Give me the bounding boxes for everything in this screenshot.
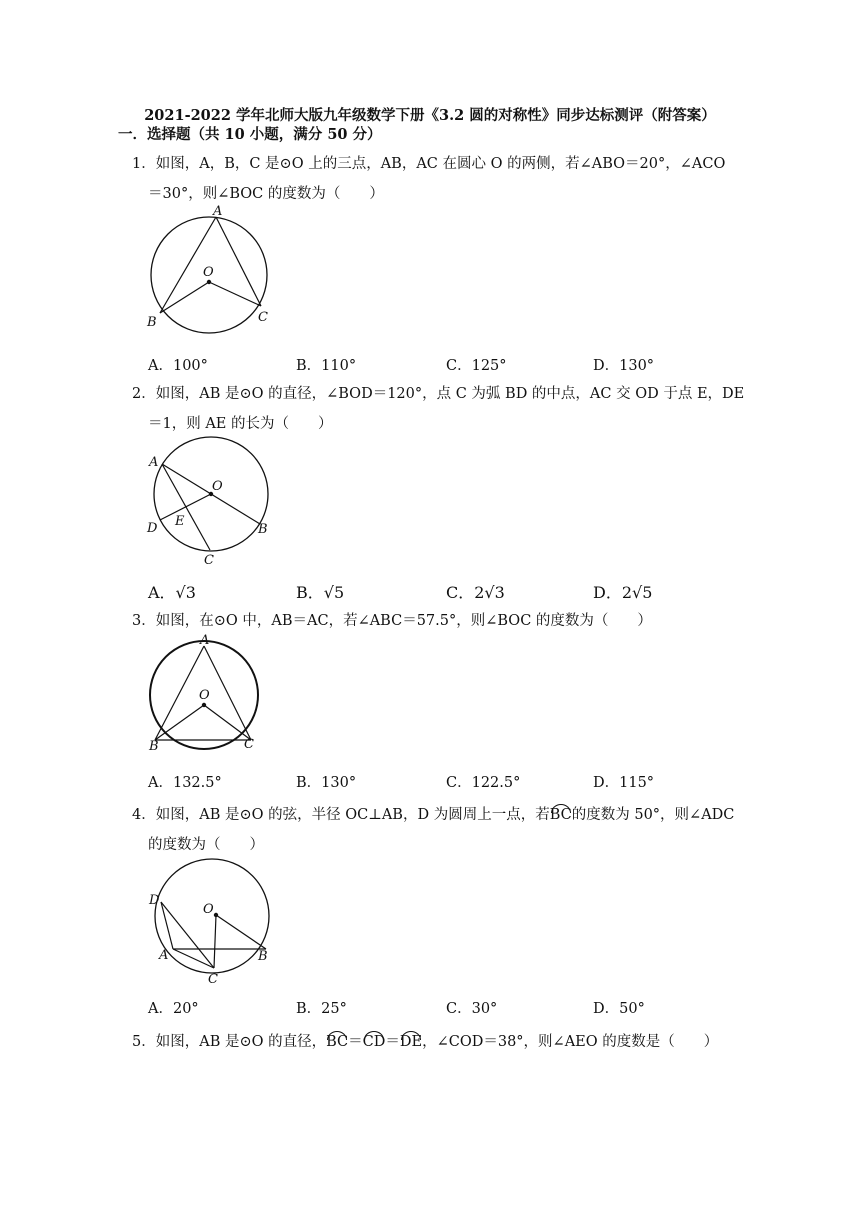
q4-figure	[140, 856, 280, 986]
q4-center-point	[214, 913, 218, 917]
q3-label-b: B	[149, 739, 159, 754]
q5-eq1: ＝	[348, 1034, 363, 1050]
q4-option-d[interactable]: D．50°	[593, 1001, 645, 1017]
q5-text-part2: ，∠COD＝38°，则∠AEO 的度数是（ ）	[422, 1034, 719, 1050]
q2-label-c: C	[204, 553, 214, 568]
q2-label-d: D	[147, 521, 158, 536]
q5-arc-cd: CD	[362, 1034, 386, 1050]
q1-label-b: B	[147, 315, 157, 330]
q4-option-c[interactable]: C．30°	[446, 1001, 498, 1017]
q5-eq2: ＝	[385, 1034, 400, 1050]
q3-option-b[interactable]: B．130°	[296, 775, 357, 791]
q2-option-c[interactable]: C．2√3	[446, 583, 505, 602]
q1-label-a: A	[213, 204, 223, 219]
q1-option-a[interactable]: A．100°	[148, 358, 208, 374]
q4-text-part2: 的度数为 50°，则∠ADC	[571, 807, 735, 823]
q5-text-part1: 5．如图，AB 是⊙O 的直径，	[132, 1034, 327, 1050]
q3-label-o: O	[199, 688, 210, 703]
q2-figure	[140, 436, 285, 566]
q2-label-a: A	[149, 455, 159, 470]
q3-text-line1: 3．如图，在⊙O 中，AB＝AC，若∠ABC＝57.5°，则∠BOC 的度数为（ ）	[132, 613, 652, 629]
q5-arc-bc: BC	[326, 1034, 349, 1050]
q1-option-b[interactable]: B．110°	[296, 358, 357, 374]
q3-figure	[140, 632, 275, 754]
q1-center-point	[207, 280, 211, 284]
q1-label-c: C	[258, 310, 268, 325]
q4-label-c: C	[208, 972, 218, 987]
q2-option-b[interactable]: B．√5	[296, 583, 345, 602]
q4-text-line2: 的度数为（ ）	[148, 837, 264, 853]
q3-label-c: C	[244, 737, 254, 752]
q5-text-line1	[132, 1030, 718, 1051]
q4-option-a[interactable]: A．20°	[148, 1001, 199, 1017]
q3-option-a[interactable]: A．132.5°	[148, 775, 222, 791]
q1-option-d[interactable]: D．130°	[593, 358, 655, 374]
q1-figure	[140, 205, 280, 335]
q4-label-a: A	[159, 948, 169, 963]
q2-label-e: E	[175, 514, 185, 529]
q4-option-b[interactable]: B．25°	[296, 1001, 347, 1017]
q3-option-d[interactable]: D．115°	[593, 775, 655, 791]
q2-text-line1: 2．如图，AB 是⊙O 的直径，∠BOD＝120°，点 C 为弧 BD 的中点，AC 交 OD 于点 E，DE	[132, 386, 745, 402]
q1-option-c[interactable]: C．125°	[446, 358, 507, 374]
q2-text-line2: ＝1，则 AE 的长为（ ）	[148, 416, 333, 432]
q4-label-b: B	[258, 949, 268, 964]
q4-text-line1	[132, 803, 734, 824]
q3-center-point	[202, 703, 206, 707]
q4-label-o: O	[203, 902, 214, 917]
q2-option-d[interactable]: D．2√5	[593, 583, 653, 602]
q3-label-a: A	[200, 633, 210, 648]
document-title: 2021-2022 学年北师大版九年级数学下册《3.2 圆的对称性》同步达标测评（附答案）	[144, 107, 716, 124]
q1-text-line1: 1．如图，A，B，C 是⊙O 上的三点，AB，AC 在圆心 O 的两侧，若∠ABO＝20°，∠ACO	[132, 156, 726, 172]
q4-text-part1: 4．如图，AB 是⊙O 的弦，半径 OC⊥AB，D 为圆周上一点，若	[132, 807, 550, 823]
section-heading: 一．选择题（共 10 小题，满分 50 分）	[118, 126, 382, 143]
q1-text-line2: ＝30°，则∠BOC 的度数为（ ）	[148, 186, 384, 202]
q5-arc-de: DE	[399, 1034, 423, 1050]
q4-label-d: D	[149, 893, 160, 908]
q2-label-b: B	[258, 522, 268, 537]
q1-label-o: O	[203, 265, 214, 280]
q2-option-a[interactable]: A．√3	[148, 583, 196, 602]
q2-label-o: O	[212, 479, 223, 494]
q4-arc-bc: BC	[549, 807, 572, 823]
q3-option-c[interactable]: C．122.5°	[446, 775, 521, 791]
